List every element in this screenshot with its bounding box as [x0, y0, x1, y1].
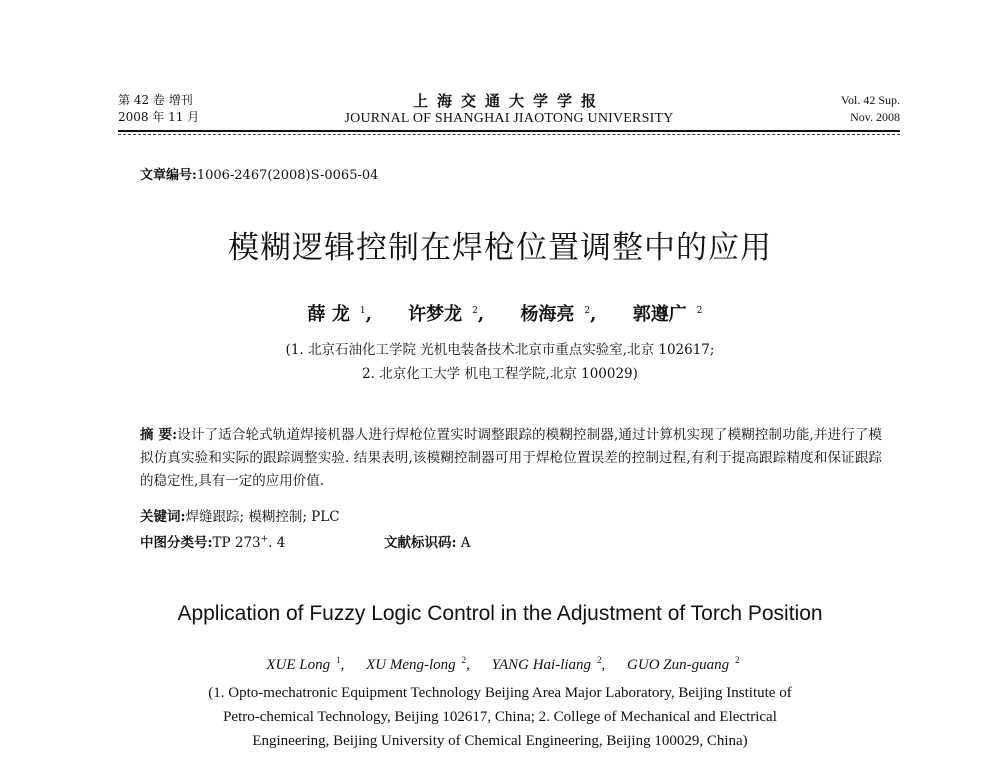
author-en: GUO Zun-guang $^2$ [627, 655, 740, 673]
keywords-label: 关键词: [140, 509, 186, 525]
publication-date-cn: 2008 年 11 月 [118, 110, 200, 124]
affiliations-en [0, 681, 1000, 753]
journal-name-en: JOURNAL OF SHANGHAI JIAOTONG UNIVERSITY [344, 111, 674, 126]
volume-info-en [841, 92, 900, 126]
keywords-cn [140, 505, 340, 525]
author-list-en [0, 655, 1000, 674]
author-cn: 杨海亮 $^2$, [520, 304, 597, 325]
author-en: XUE Long $^1$, [266, 655, 345, 673]
author-list-cn [0, 300, 1000, 326]
classification-sup: + [260, 534, 269, 545]
header-rule-secondary [118, 134, 900, 135]
article-number-label: 文章编号: [140, 168, 197, 183]
affiliation-line-en: Engineering, Beijing University of Chemical Engineering, Beijing 100029, China) [252, 733, 748, 749]
publication-date-en: Nov. 2008 [850, 110, 900, 124]
author-en: YANG Hai-liang $^2$, [491, 655, 606, 673]
volume-en: Vol. 42 Sup. [840, 93, 900, 107]
article-number-value: 1006-2467(2008)S-0065-04 [196, 168, 379, 183]
classification-label: 中图分类号: [140, 535, 213, 551]
abstract-text: 设计了适合轮式轨道焊接机器人进行焊枪位置实时调整跟踪的模糊控制器,通过计算机实现了模糊控制功能,并进行了模拟仿真实验和实际的跟踪调整实验. 结果表明,该模糊控制器可用于焊枪位置误差的控制过程,有利于提高跟踪精度和保证跟踪的稳定性,具有一定的应用价值. [140, 427, 882, 489]
author-en: XU Meng-long $^2$, [366, 655, 470, 673]
volume-issue: 第 42 卷 增刊 [118, 93, 193, 107]
header-rule [118, 130, 900, 132]
affiliation-line: 2. 北京化工大学 机电工程学院,北京 100029) [362, 366, 638, 382]
article-number [140, 164, 378, 183]
affiliation-line: (1. 北京石油化工学院 光机电装备技术北京市重点实验室,北京 102617; [285, 342, 715, 358]
abstract-cn [140, 424, 882, 493]
affiliation-line-en: (1. Opto-mechatronic Equipment Technology Beijing Area Major Laboratory, Beijing Institute of [208, 685, 792, 701]
classification-line [140, 531, 471, 551]
classification-value: TP 273 [212, 535, 261, 551]
document-code [384, 531, 471, 551]
document-code-value: A [460, 535, 471, 551]
author-cn: 郭遵广 $^2$ [632, 304, 703, 325]
page-title-en: Application of Fuzzy Logic Control in the Adjustment of Torch Position [177, 602, 823, 625]
keywords-text: 焊缝跟踪; 模糊控制; PLC [185, 509, 340, 525]
affiliation-line-en: Petro-chemical Technology, Beijing 102617, China; 2. College of Mechanical and Electrical [223, 709, 777, 725]
journal-name [118, 92, 900, 128]
journal-name-cn: 上海交通大学学报 [412, 92, 605, 110]
affiliations-cn [0, 338, 1000, 386]
author-cn: 许梦龙 $^2$, [408, 304, 485, 325]
abstract-label: 摘 要: [140, 427, 178, 443]
running-header [118, 92, 900, 128]
page-title-cn: 模糊逻辑控制在焊枪位置调整中的应用 [228, 230, 772, 266]
classification-suffix: . 4 [268, 535, 286, 551]
document-code-label: 文献标识码: [384, 535, 457, 551]
author-cn: 薛 龙 $^1$, [307, 304, 372, 325]
